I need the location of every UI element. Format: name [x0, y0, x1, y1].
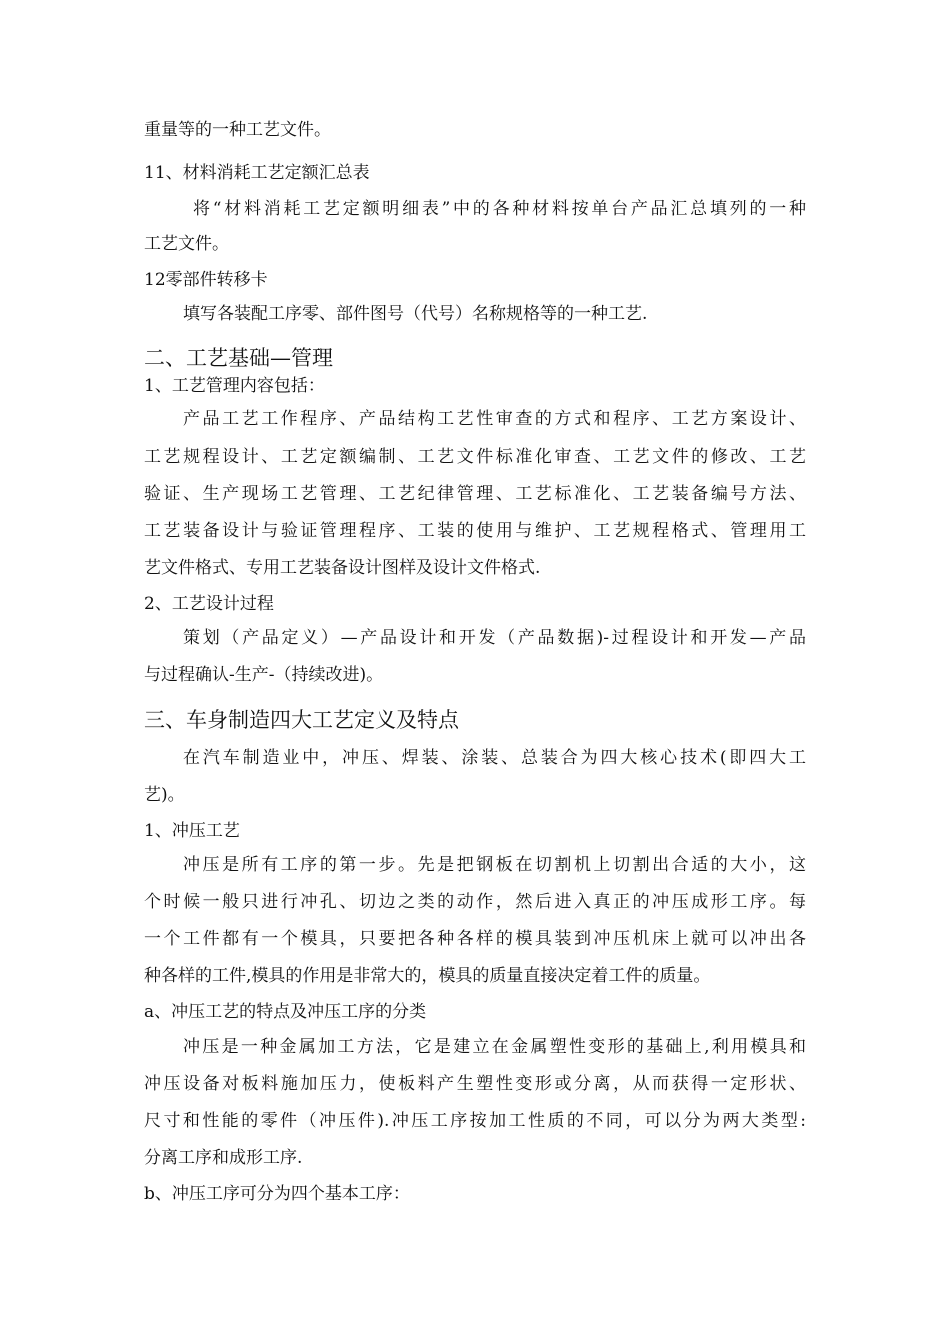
paragraph-line: 工艺装备设计与验证管理程序、工装的使用与维护、工艺规程格式、管理用工 [144, 521, 806, 541]
paragraph-line: 冲压是一种金属加工方法，它是建立在金属塑性变形的基础上,利用模具和 [183, 1037, 806, 1057]
section-heading-12: 12零部件转移卡 [144, 270, 268, 290]
paragraph-line: 在汽车制造业中，冲压、焊装、涂装、总装合为四大核心技术(即四大工 [183, 748, 806, 768]
chapter-heading-3: 三、车身制造四大工艺定义及特点 [144, 708, 459, 732]
chapter-heading-2: 二、工艺基础—管理 [144, 346, 333, 370]
paragraph-line: 将“材料消耗工艺定额明细表”中的各种材料按单台产品汇总填列的一种 [193, 199, 806, 219]
paragraph-line: 验证、生产现场工艺管理、工艺纪律管理、工艺标准化、工艺装备编号方法、 [144, 484, 806, 504]
paragraph-line: 分离工序和成形工序. [144, 1148, 303, 1168]
subheading: b、冲压工序可分为四个基本工序： [144, 1184, 410, 1204]
paragraph-line: 冲压设备对板料施加压力，使板料产生塑性变形或分离，从而获得一定形状、 [144, 1074, 806, 1094]
paragraph-line: 艺文件格式、专用工艺装备设计图样及设计文件格式. [144, 558, 541, 578]
subheading: 2、工艺设计过程 [144, 594, 274, 614]
paragraph-line: 工艺规程设计、工艺定额编制、工艺文件标准化审查、工艺文件的修改、工艺 [144, 447, 806, 467]
paragraph-line: 策划（产品定义）—产品设计和开发（产品数据)-过程设计和开发—产品 [183, 628, 806, 648]
paragraph-line: 种各样的工件,模具的作用是非常大的，模具的质量直接决定着工件的质量。 [144, 966, 711, 986]
paragraph-line: 工艺文件。 [144, 234, 229, 254]
section-heading-11: 11、材料消耗工艺定额汇总表 [144, 163, 370, 183]
paragraph-line: 填写各装配工序零、部件图号（代号）名称规格等的一种工艺. [183, 304, 648, 324]
text-line: 重量等的一种工艺文件。 [144, 120, 331, 140]
subheading: a、冲压工艺的特点及冲压工序的分类 [144, 1002, 427, 1022]
paragraph-line: 尺寸和性能的零件（冲压件).冲压工序按加工性质的不同，可以分为两大类型: [144, 1111, 806, 1131]
subheading: 1、工艺管理内容包括： [144, 376, 325, 396]
paragraph-line: 与过程确认-生产-（持续改进)。 [144, 665, 384, 685]
paragraph-line: 冲压是所有工序的第一步。先是把钢板在切割机上切割出合适的大小，这 [183, 855, 806, 875]
paragraph-line: 个时候一般只进行冲孔、切边之类的动作，然后进入真正的冲压成形工序。每 [144, 892, 806, 912]
subheading: 1、冲压工艺 [144, 821, 240, 841]
paragraph-line: 艺)。 [144, 785, 185, 805]
paragraph-line: 产品工艺工作程序、产品结构工艺性审查的方式和程序、工艺方案设计、 [183, 409, 806, 429]
paragraph-line: 一个工件都有一个模具，只要把各种各样的模具装到冲压机床上就可以冲出各 [144, 929, 806, 949]
